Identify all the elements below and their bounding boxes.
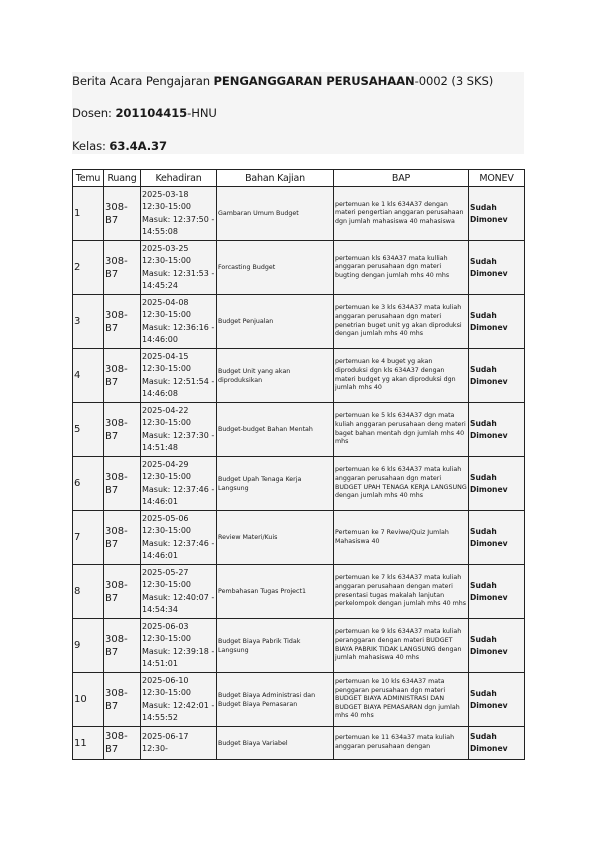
monev-status: Sudah Dimonev [469,187,525,241]
bap-cell: pertemuan ke 1 kls 634A37 dengan materi pengertian anggaran perusahaan dgn jumlah mahasiswa 40 mahasiswa [334,187,469,241]
schedule-time: 2025-03-18 12:30-15:00 [142,189,191,212]
class-line [72,138,167,154]
attendance-cell [141,565,217,619]
lecturer-id: 201104415 [115,106,188,120]
topic-cell: Budget Biaya Variabel [217,727,334,760]
check-in-time: Masuk: 12:37:50 - 14:55:08 [142,214,215,236]
schedule-time: 2025-05-27 12:30-15:00 [142,567,191,590]
topic-cell: Budget Biaya Pabrik Tidak Langsung [217,619,334,673]
monev-status: Sudah Dimonev [469,565,525,619]
monev-status: Sudah Dimonev [469,619,525,673]
bap-cell: pertemuan ke 5 kls 634A37 dgn mata kuliah anggaran perusahaan deng materi baget bahan mentah dgn jumlah mhs 40 mhs [334,403,469,457]
meeting-number: 7 [73,511,104,565]
check-in-time: Masuk: 12:31:53 - 14:45:24 [142,268,215,290]
attendance-cell [141,619,217,673]
topic-cell: Budget Biaya Administrasi dan Budget Biaya Pemasaran [217,673,334,727]
schedule-time: 2025-05-06 12:30-15:00 [142,513,191,536]
bap-cell: pertemuan ke 10 kls 634A37 mata penggaran perusahaan dgn materi BUDGET BIAYA ADMINISTRASI DAN BUDGET BIAYA PEMASARAN dgn jumlah mhs 40 mhs [334,673,469,727]
attendance-cell [141,673,217,727]
check-in-time: Masuk: 12:40:07 - 14:54:34 [142,592,215,614]
topic-cell: Budget Unit yang akan diproduksikan [217,349,334,403]
meeting-number: 5 [73,403,104,457]
table-row [73,241,525,295]
schedule-time: 2025-04-15 12:30-15:00 [142,351,191,374]
table-row [73,295,525,349]
monev-status: Sudah Dimonev [469,727,525,760]
meeting-number: 4 [73,349,104,403]
check-in-time: Masuk: 12:42:01 - 14:55:52 [142,700,215,722]
course-name: PENGANGGARAN PERUSAHAAN [213,74,415,88]
bap-cell: pertemuan ke 11 634a37 mata kuliah anggaran perusahaan dengan [334,727,469,760]
room-cell: 308-B7 [104,403,141,457]
col-header-topic: Bahan Kajian [217,170,334,187]
table-row [73,403,525,457]
room-cell: 308-B7 [104,565,141,619]
bap-cell: pertemuan ke 6 kls 634A37 mata kuliah anggaran perusahaan dgn materi BUDGET UPAH TENAGA KERJA LANGSUNG dengan jumlah mhs 40 mhs [334,457,469,511]
topic-cell: Gambaran Umum Budget [217,187,334,241]
monev-status: Sudah Dimonev [469,403,525,457]
meeting-number: 6 [73,457,104,511]
col-header-room: Ruang [104,170,141,187]
meeting-number: 11 [73,727,104,760]
meeting-number: 10 [73,673,104,727]
table-row [73,457,525,511]
table-row [73,349,525,403]
table-row [73,511,525,565]
meeting-number: 3 [73,295,104,349]
check-in-time: Masuk: 12:37:30 - 14:51:48 [142,430,215,452]
check-in-time: Masuk: 12:39:18 - 14:51:01 [142,646,215,668]
lecturer-label: Dosen: [72,106,116,120]
room-cell: 308-B7 [104,295,141,349]
col-header-monev: MONEV [469,170,525,187]
attendance-cell [141,511,217,565]
bap-cell: pertemuan ke 7 kls 634A37 mata kuliah anggaran perusahaan dengan materi presentasi tugas makalah lanjutan perkelompok dengan jumlah mhs 40 mhs [334,565,469,619]
table-row [73,727,525,760]
check-in-time: Masuk: 12:37:46 - 14:46:01 [142,538,215,560]
meeting-number: 8 [73,565,104,619]
attendance-cell [141,241,217,295]
monev-status: Sudah Dimonev [469,673,525,727]
topic-cell: Forcasting Budget [217,241,334,295]
room-cell: 308-B7 [104,511,141,565]
room-cell: 308-B7 [104,457,141,511]
monev-status: Sudah Dimonev [469,457,525,511]
class-label: Kelas: [72,139,110,153]
page-title [72,73,493,89]
topic-cell: Budget Penjualan [217,295,334,349]
class-name: 63.4A.37 [109,139,167,153]
bap-cell: Pertemuan ke 7 Reviwe/Quiz Jumlah Mahasiswa 40 [334,511,469,565]
attendance-cell [141,457,217,511]
meeting-number: 1 [73,187,104,241]
schedule-time: 2025-04-22 12:30-15:00 [142,405,191,428]
col-header-meeting: Temu [73,170,104,187]
room-cell: 308-B7 [104,727,141,760]
table-row [73,619,525,673]
schedule-time: 2025-06-10 12:30-15:00 [142,675,191,698]
room-cell: 308-B7 [104,241,141,295]
check-in-time: Masuk: 12:36:16 - 14:46:00 [142,322,215,344]
attendance-cell [141,187,217,241]
schedule-time: 2025-04-08 12:30-15:00 [142,297,191,320]
attendance-cell [141,403,217,457]
check-in-time: Masuk: 12:51:54 - 14:46:08 [142,376,215,398]
room-cell: 308-B7 [104,187,141,241]
schedule-time: 2025-04-29 12:30-15:00 [142,459,191,482]
monev-status: Sudah Dimonev [469,295,525,349]
bap-cell: pertemuan kls 634A37 mata kulliah anggaran perusahaan dgn materi bugting dengan jumlah mhs 40 mhs [334,241,469,295]
topic-cell: Budget Upah Tenaga Kerja Langsung [217,457,334,511]
bap-cell: pertemuan ke 4 buget yg akan diproduksi dgn kls 634A37 dengan materi budget yg akan diproduksi dgn jumlah mhs 40 [334,349,469,403]
lecturer-code: -HNU [187,106,217,120]
attendance-cell [141,727,217,760]
schedule-time: 2025-06-03 12:30-15:00 [142,621,191,644]
table-row [73,565,525,619]
monev-status: Sudah Dimonev [469,349,525,403]
meeting-number: 2 [73,241,104,295]
teaching-report-table [72,169,525,760]
attendance-cell [141,349,217,403]
bap-cell: pertemuan ke 3 kls 634A37 mata kuliah anggaran perusahaan dgn materi penetrian buget unit yg akan diproduksi dengan jumlah mhs 40 mhs [334,295,469,349]
monev-status: Sudah Dimonev [469,511,525,565]
bap-cell: pertemuan ke 9 kls 634A37 mata kuliah peranggaran dengan materi BUDGET BIAYA PABRIK TIDAK LANGSUNG dengan jumlah mahasiswa 40 mhs [334,619,469,673]
table-row [73,187,525,241]
table-header-row [73,170,525,187]
monev-status: Sudah Dimonev [469,241,525,295]
table-row [73,673,525,727]
room-cell: 308-B7 [104,673,141,727]
schedule-time: 2025-03-25 12:30-15:00 [142,243,191,266]
check-in-time: Masuk: 12:37:46 - 14:46:01 [142,484,215,506]
topic-cell: Budget-budget Bahan Mentah [217,403,334,457]
col-header-attendance: Kehadiran [141,170,217,187]
topic-cell: Review Materi/Kuis [217,511,334,565]
room-cell: 308-B7 [104,349,141,403]
room-cell: 308-B7 [104,619,141,673]
course-code: -0002 (3 SKS) [414,74,494,88]
col-header-bap: BAP [334,170,469,187]
meeting-number: 9 [73,619,104,673]
lecturer-line [72,105,217,121]
schedule-time: 2025-06-17 12:30- [142,731,189,753]
attendance-cell [141,295,217,349]
topic-cell: Pembahasan Tugas Project1 [217,565,334,619]
title-prefix: Berita Acara Pengajaran [72,74,214,88]
